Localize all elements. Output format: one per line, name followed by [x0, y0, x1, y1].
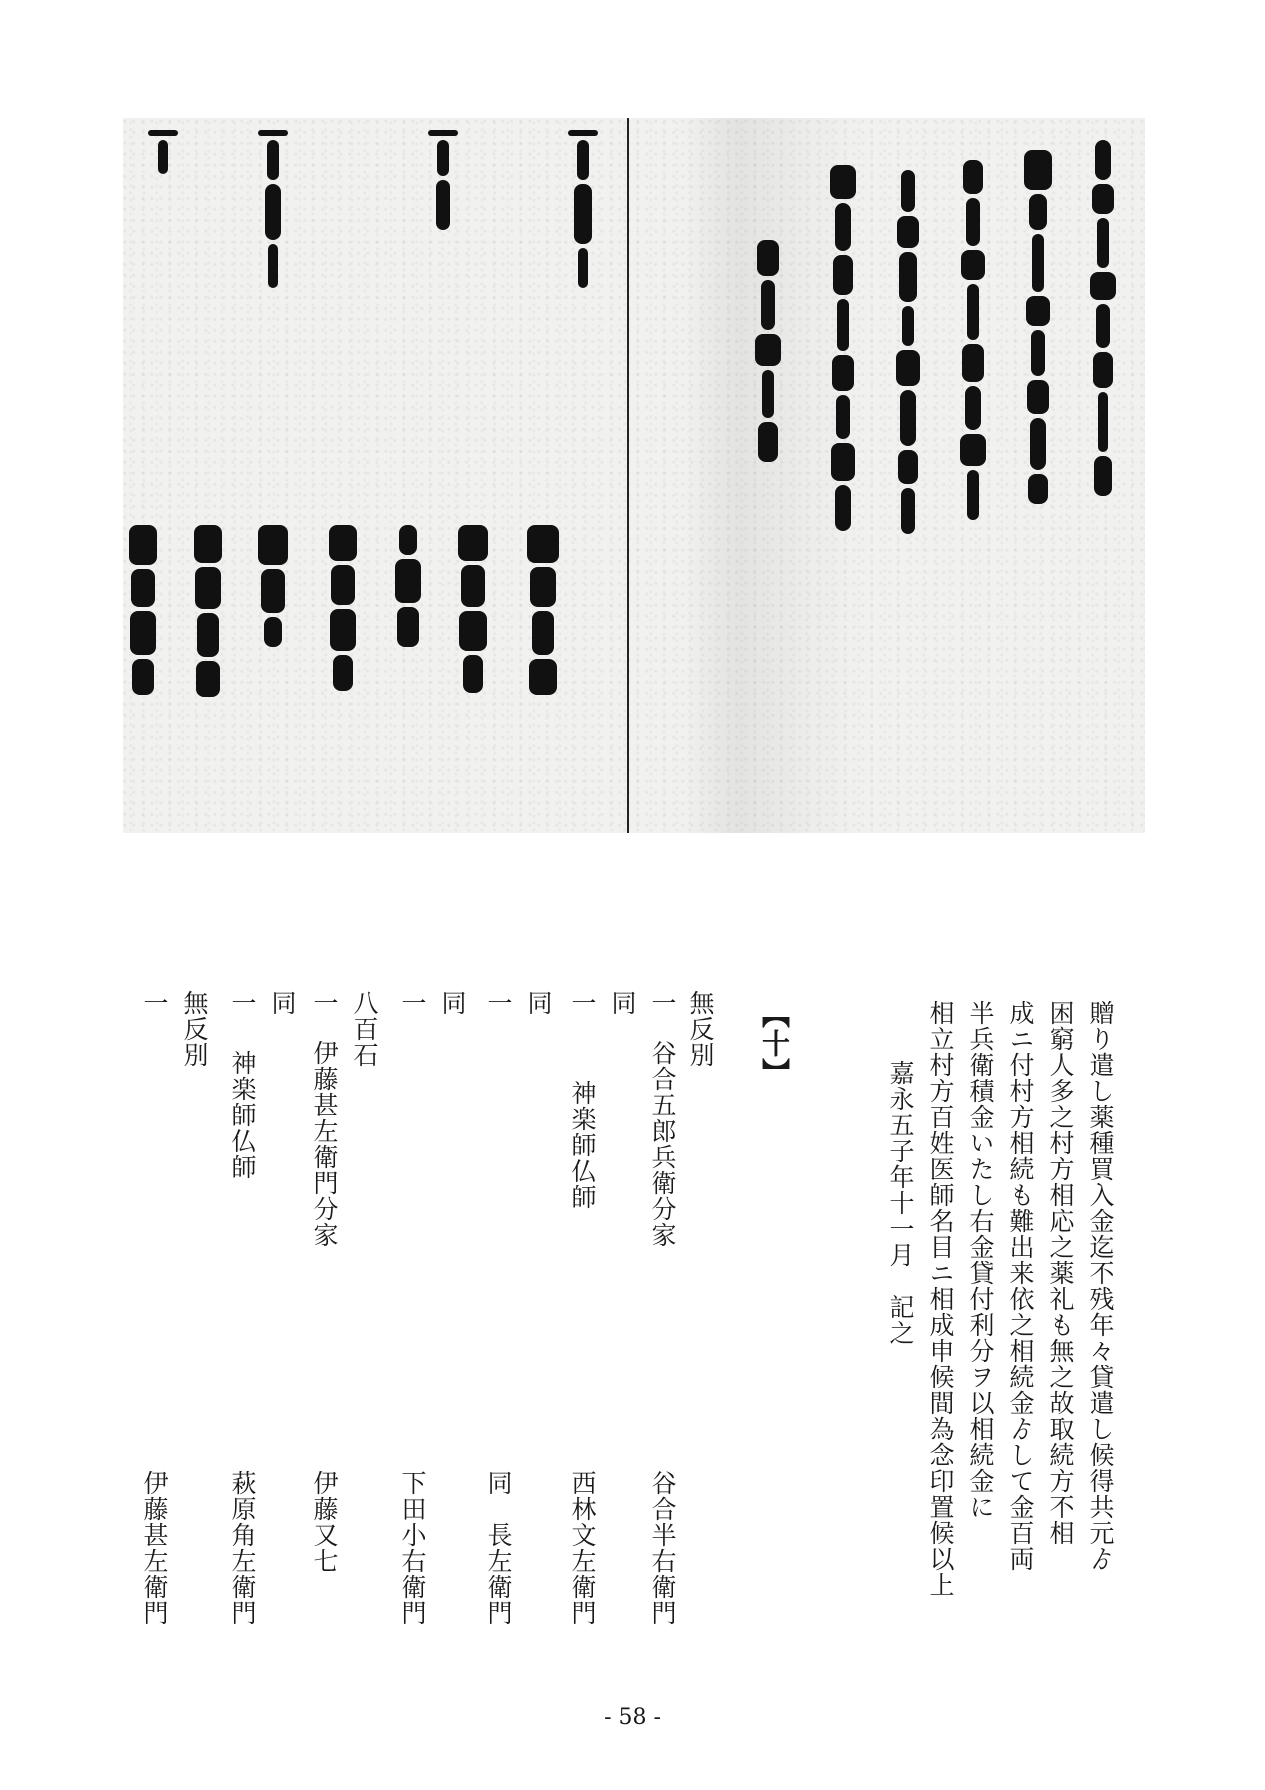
letter-line: 贈り遣し薬種買入金迄不残年々貸遣し候得共元ゟ — [1086, 1000, 1115, 1572]
roster-item-marker: 一 — [484, 990, 513, 1016]
roster-signature: 萩原角左衛門 — [228, 1470, 257, 1626]
roster-second-line: 同 — [524, 990, 553, 1016]
roster-second-line: 同 — [268, 990, 297, 1016]
roster-signature: 谷合半右衛門 — [648, 1470, 677, 1626]
brush-column — [823, 163, 863, 763]
letter-line: 半兵衛積金いたし右金貸付利分ヲ以相続金に — [966, 1000, 995, 1520]
roster-entry-name: 神楽師仏師 — [568, 1080, 597, 1210]
brush-column — [188, 523, 228, 823]
page-fold-line — [627, 118, 629, 833]
manuscript-scan-image — [123, 118, 1145, 833]
roster-item-marker: 一 — [398, 990, 427, 1016]
roster-signature: 下田小右衛門 — [398, 1470, 427, 1626]
roster-item-marker: 一 — [228, 990, 257, 1016]
brush-column — [143, 128, 183, 328]
roster-second-line: 八百石 — [350, 990, 379, 1068]
brush-column — [453, 523, 493, 823]
roster-second-line: 同 — [608, 990, 637, 1016]
roster-second-line: 無反別 — [686, 990, 715, 1068]
roster-signature: 伊藤甚左衛門 — [140, 1470, 169, 1626]
brush-column — [323, 523, 363, 823]
brush-column — [123, 523, 163, 823]
brush-column — [253, 523, 293, 823]
brush-column — [423, 128, 463, 328]
roster-signature: 西林文左衛門 — [568, 1470, 597, 1626]
roster-entry-name: 伊藤甚左衛門分家 — [310, 1040, 339, 1248]
brush-column — [1018, 148, 1058, 748]
page-number: - 58 - — [604, 1705, 661, 1730]
roster-item-marker: 一 — [648, 990, 677, 1016]
roster-second-line: 同 — [438, 990, 467, 1016]
roster-item-marker: 一 — [310, 990, 339, 1016]
roster-second-line: 無反別 — [180, 990, 209, 1068]
brush-column — [388, 523, 428, 823]
brush-column — [253, 128, 293, 328]
letter-line: 相立村方百姓医師名目ニ相成申候間為念印置候以上 — [926, 1000, 955, 1598]
date-line: 嘉永五子年十一月 記之 — [886, 1060, 915, 1346]
letter-line: 成ニ付村方相続も難出来依之相続金ゟして金百両 — [1006, 1000, 1035, 1572]
letter-line: 困窮人多之村方相応之薬礼も無之故取続方不相 — [1046, 1000, 1075, 1546]
roster-signature: 同 長左衛門 — [484, 1470, 513, 1626]
brush-column — [888, 168, 928, 768]
roster-item-marker: 一 — [568, 990, 597, 1016]
roster-signature: 伊藤又七 — [310, 1470, 339, 1574]
roster-entry-name: 神楽師仏師 — [228, 1050, 257, 1180]
roster-item-marker: 一 — [140, 990, 169, 1016]
roster-entry-name: 谷合五郎兵衛分家 — [648, 1040, 677, 1248]
brush-column — [563, 128, 603, 328]
brush-column — [523, 523, 563, 823]
section-heading: 【十】 — [758, 1000, 791, 1087]
brush-column — [748, 238, 788, 538]
brush-column — [953, 158, 993, 758]
brush-column — [1083, 138, 1123, 738]
